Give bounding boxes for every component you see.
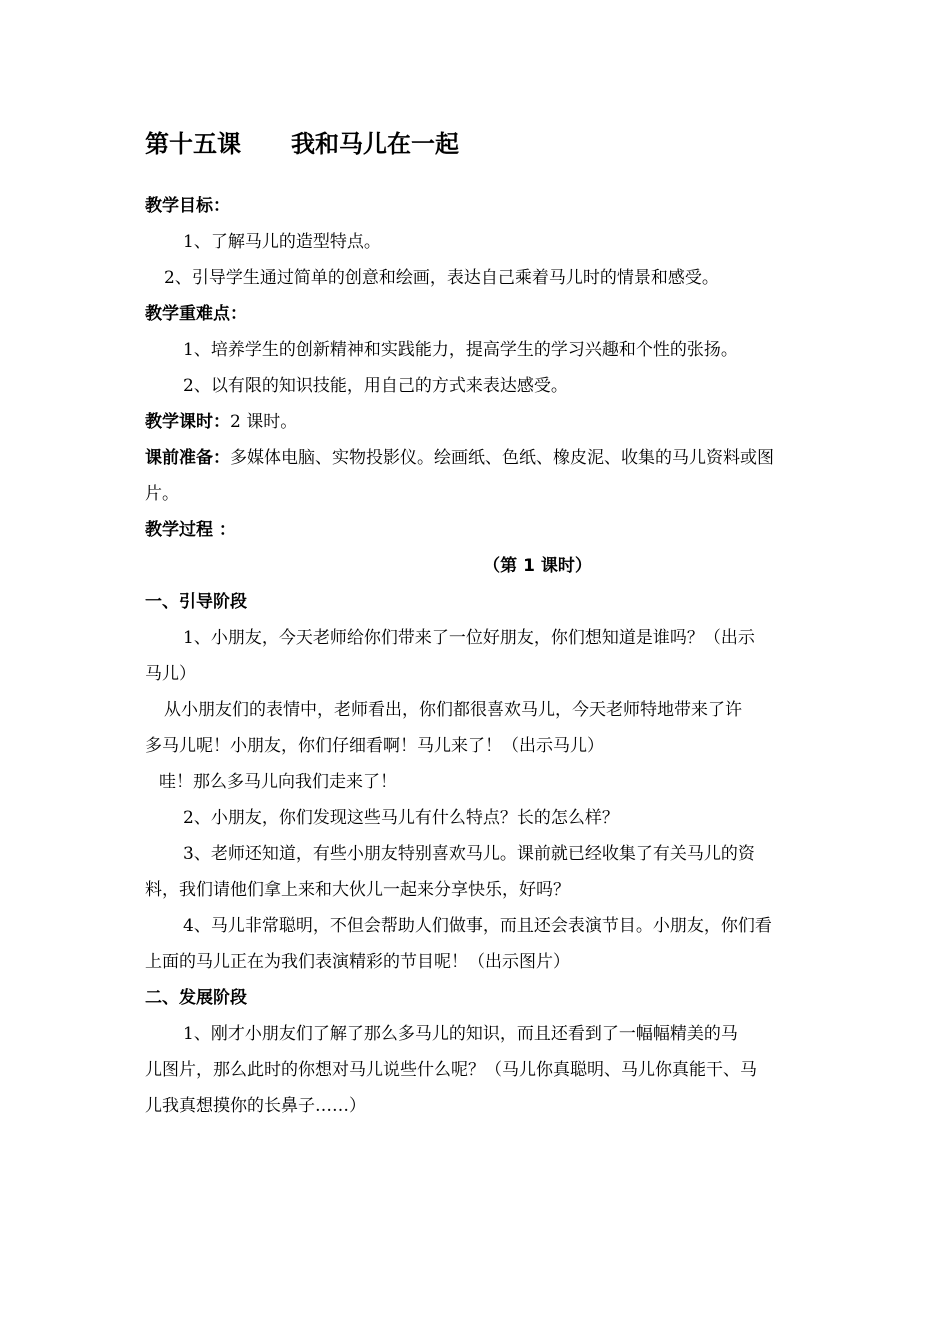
stage1-para1-line2: 马儿） xyxy=(145,664,196,684)
keypoint-item-1: 1、培养学生的创新精神和实践能力，提高学生的学习兴趣和个性的张扬。 xyxy=(183,340,738,360)
stage2-para1-line3: 儿我真想摸你的长鼻子……） xyxy=(145,1096,366,1116)
keypoint-item-2: 2、以有限的知识技能，用自己的方式来表达感受。 xyxy=(183,376,568,396)
prep-text-line1: 多媒体电脑、实物投影仪。绘画纸、色纸、橡皮泥、收集的马儿资料或图 xyxy=(230,448,774,468)
session-heading: （第 1 课时） xyxy=(483,556,592,576)
goal-item-2: 2、引导学生通过简单的创意和绘画，表达自己乘着马儿时的情景和感受。 xyxy=(164,268,719,288)
stage2-heading: 二、发展阶段 xyxy=(145,988,247,1008)
goal-item-1: 1、了解马儿的造型特点。 xyxy=(183,232,381,252)
stage1-para2-line1: 从小朋友们的表情中，老师看出，你们都很喜欢马儿，今天老师特地带来了许 xyxy=(164,700,742,720)
lesson-title xyxy=(145,128,810,160)
stage1-para6-line2: 上面的马儿正在为我们表演精彩的节目呢！（出示图片） xyxy=(145,952,570,972)
prep-label: 课前准备： xyxy=(145,448,230,468)
lesson-number: 第十五课 xyxy=(145,130,241,158)
goals-heading: 教学目标： xyxy=(145,196,230,216)
hours-value: 2 课时。 xyxy=(230,412,298,432)
stage1-para4: 2、小朋友，你们发现这些马儿有什么特点？长的怎么样？ xyxy=(183,808,619,828)
process-heading: 教学过程 ： xyxy=(145,520,236,540)
hours-label: 教学课时： xyxy=(145,412,230,432)
stage1-para1-line1: 1、小朋友，今天老师给你们带来了一位好朋友，你们想知道是谁吗？（出示 xyxy=(183,628,755,648)
stage1-para6-line1: 4、马儿非常聪明，不但会帮助人们做事，而且还会表演节目。小朋友，你们看 xyxy=(183,916,772,936)
prep-text-line2: 片。 xyxy=(145,484,179,504)
stage2-para1-line2: 儿图片，那么此时的你想对马儿说些什么呢？（马儿你真聪明、马儿你真能干、马 xyxy=(145,1060,757,1080)
lesson-name: 我和马儿在一起 xyxy=(291,130,459,158)
stage1-para5-line2: 料，我们请他们拿上来和大伙儿一起来分享快乐，好吗？ xyxy=(145,880,570,900)
stage1-para3: 哇！那么多马儿向我们走来了！ xyxy=(159,772,397,792)
hours-line xyxy=(145,404,810,440)
prep-line xyxy=(145,440,810,476)
stage1-para2-line2: 多马儿呢！小朋友，你们仔细看啊！马儿来了！（出示马儿） xyxy=(145,736,604,756)
stage1-para5-line1: 3、老师还知道，有些小朋友特别喜欢马儿。课前就已经收集了有关马儿的资 xyxy=(183,844,755,864)
stage1-heading: 一、引导阶段 xyxy=(145,592,247,612)
stage2-para1-line1: 1、刚才小朋友们了解了那么多马儿的知识，而且还看到了一幅幅精美的马 xyxy=(183,1024,738,1044)
keypoints-heading: 教学重难点： xyxy=(145,304,247,324)
document-body xyxy=(145,128,810,1124)
